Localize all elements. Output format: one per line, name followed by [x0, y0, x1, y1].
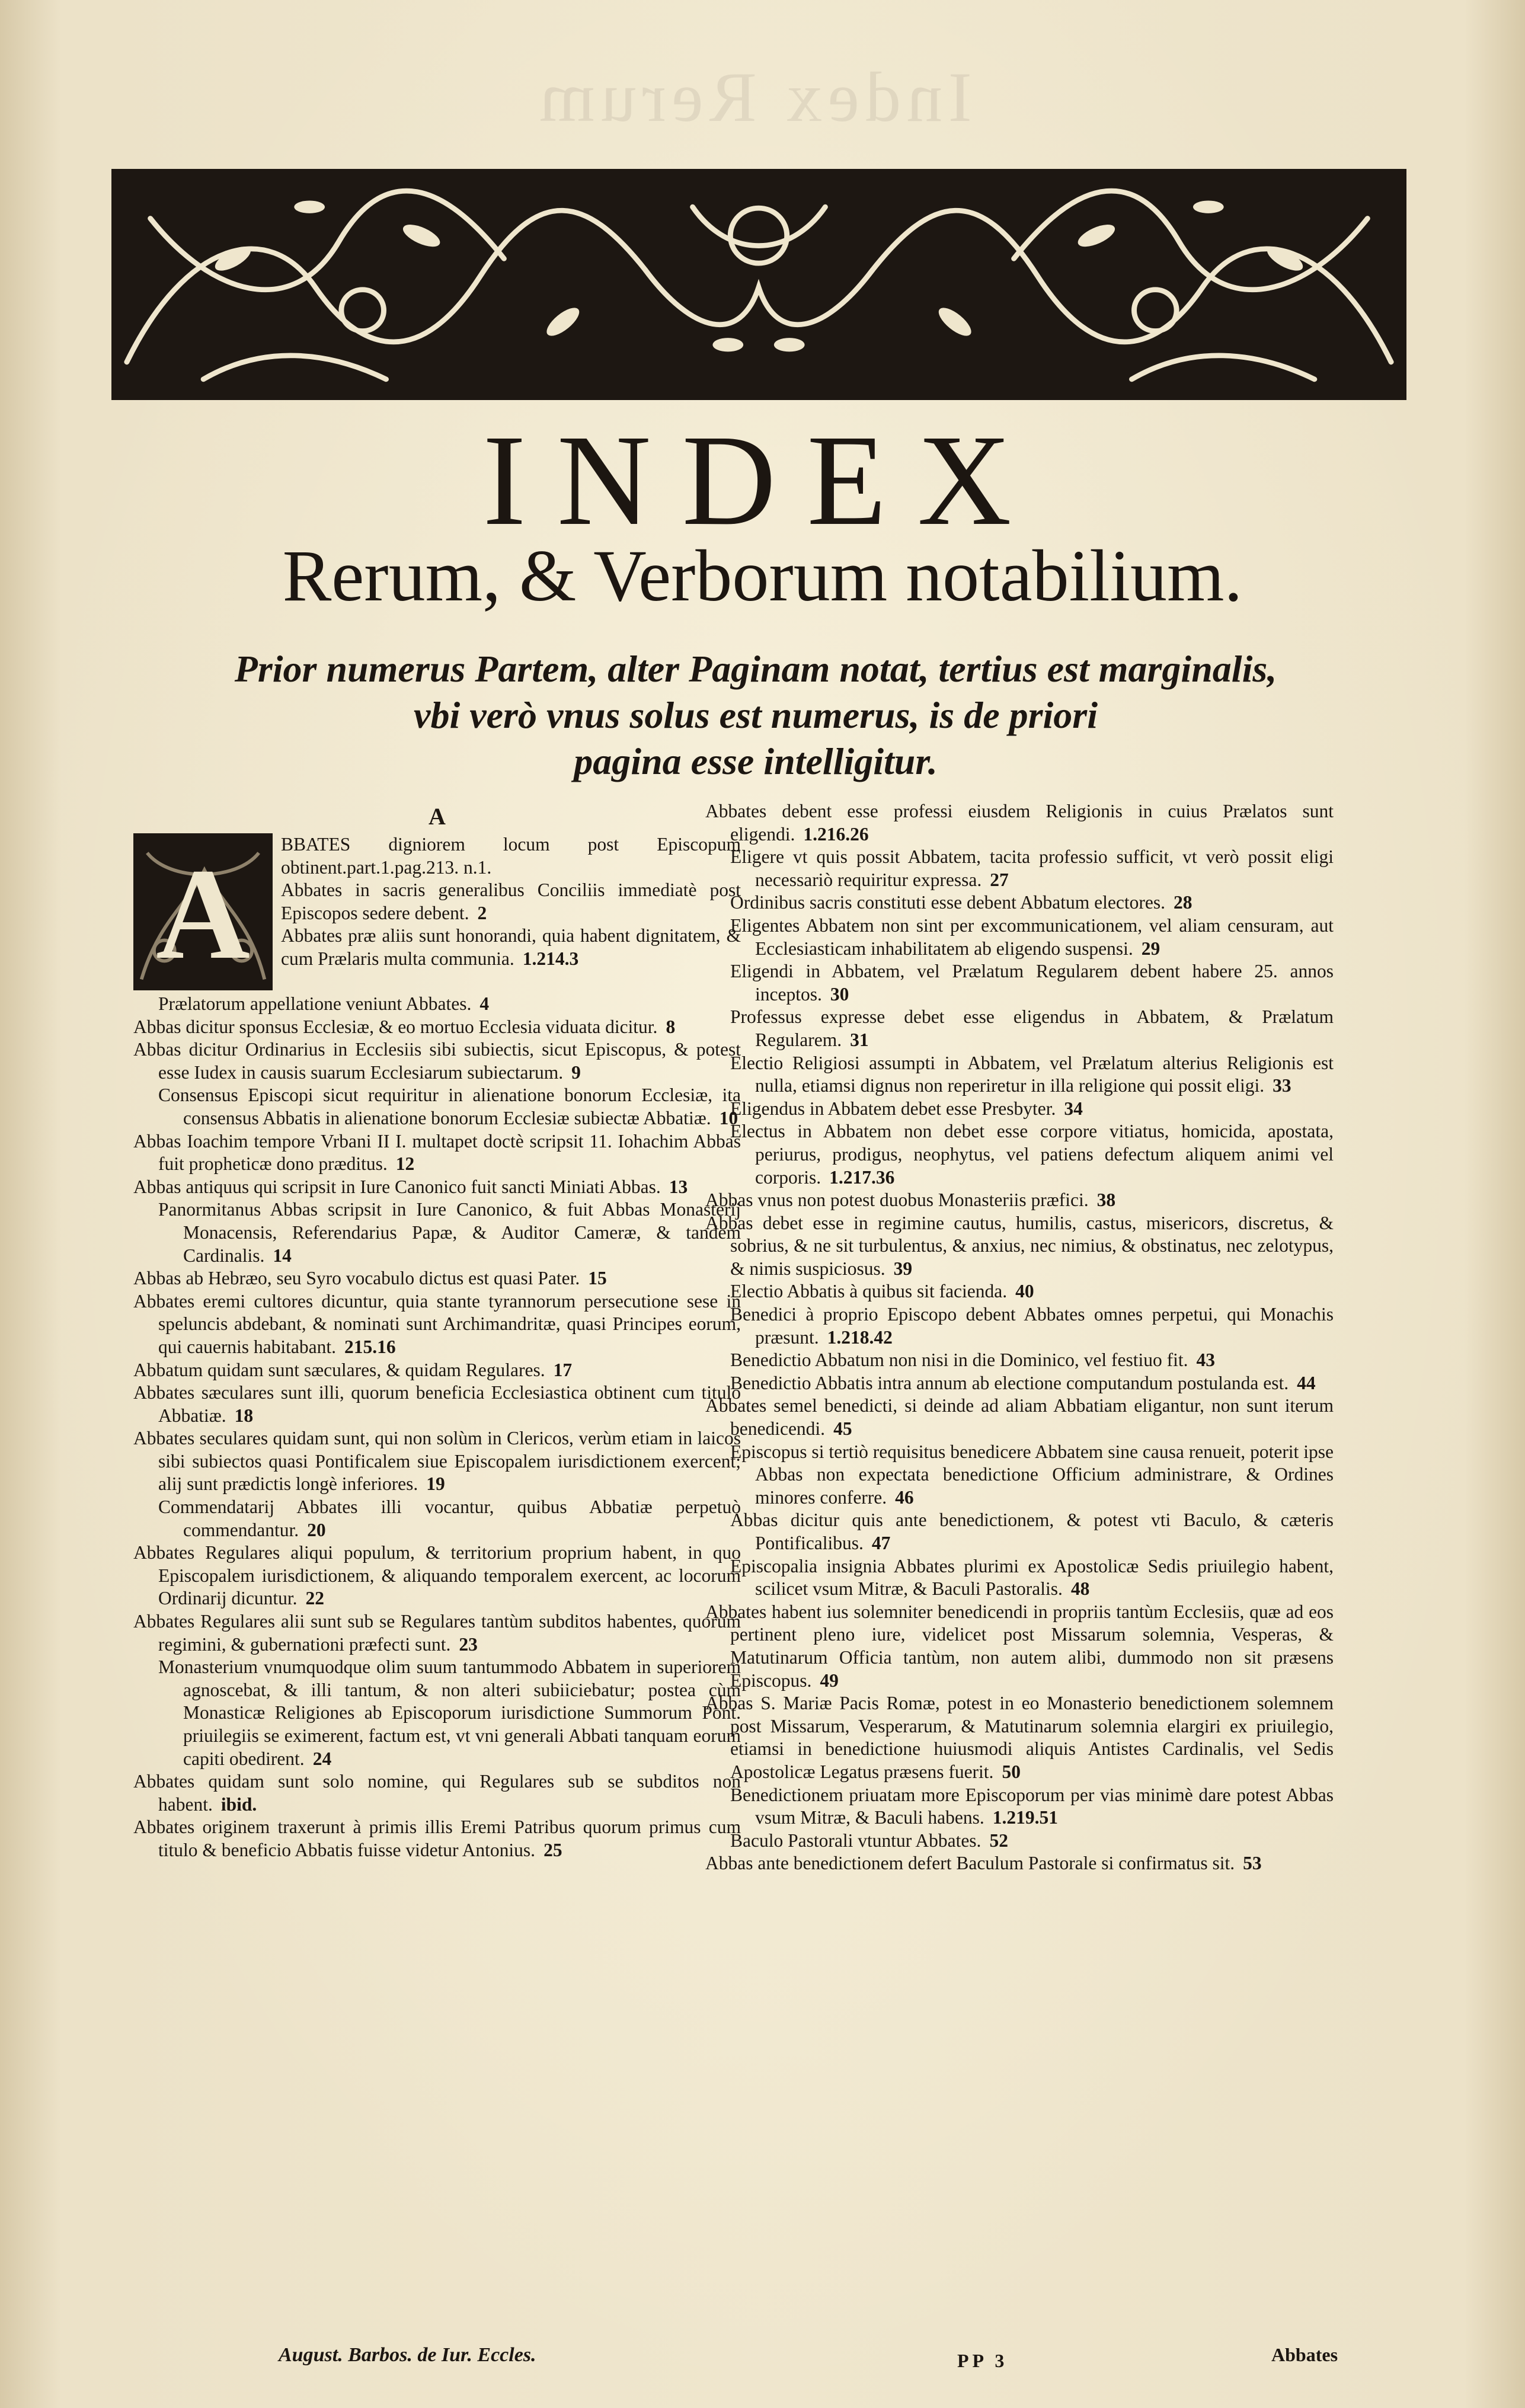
entry-text: Eligendus in Abbatem debet esse Presbyter.: [730, 1098, 1056, 1119]
left-column: [133, 800, 741, 1862]
index-entry: [705, 1006, 1334, 1051]
index-entry: [133, 1610, 741, 1656]
index-entry: [133, 1427, 741, 1496]
entry-text: Abbates quidam sunt solo nomine, qui Regulares sub se subditos non habent.: [133, 1771, 741, 1815]
index-entry: [705, 1852, 1334, 1875]
index-entry: [705, 1212, 1334, 1281]
index-title: INDEX: [482, 408, 1043, 552]
entry-text: Benedictio Abbatis intra annum ab electione computandum postulanda est.: [730, 1372, 1289, 1393]
index-entry: [133, 1542, 741, 1610]
catchword: Abbates: [1271, 2344, 1338, 2365]
entry-reference: 52: [989, 1830, 1008, 1851]
entry-text: Abbates eremi cultores dicuntur, quia stante tyrannorum persecutione sese in speluncis abdebant, & nominati sunt Archimandritæ, quasi Principes eorum, qui cauernis habitabant.: [133, 1290, 741, 1357]
entry-reference: 15: [588, 1268, 607, 1289]
index-entry: [705, 1692, 1334, 1783]
index-entry: [705, 800, 1334, 846]
entry-text: Abbates debent esse professi eiusdem Religionis in cuius Prælatos sunt eligendi.: [705, 801, 1334, 845]
index-entry: [705, 1784, 1334, 1830]
index-entry: [133, 1130, 741, 1176]
entry-text: Electio Religiosi assumpti in Abbatem, vel Prælatum alterius Religionis est nulla, etiamsi dignus non reperiretur in illa religione qui possit eligi.: [730, 1052, 1334, 1096]
entry-reference: 4: [479, 993, 490, 1014]
entry-reference: 1.217.36: [829, 1166, 895, 1188]
entry-text: Baculo Pastorali vtuntur Abbates.: [730, 1830, 982, 1851]
footnote: August. Barbos. de Iur. Eccles.: [279, 2344, 536, 2366]
entry-text: Abbatum quidam sunt sæculares, & quidam Regulares.: [133, 1359, 545, 1380]
index-entry: [133, 1290, 741, 1359]
right-column: [705, 800, 1334, 1875]
index-entry: [705, 1189, 1334, 1212]
index-entry: [705, 1120, 1334, 1189]
index-entry: [705, 1280, 1334, 1303]
entry-reference: 24: [312, 1748, 332, 1769]
intro-block: [133, 833, 741, 993]
index-entry: [705, 1372, 1334, 1395]
index-entry: [705, 1395, 1334, 1440]
entry-reference: 23: [459, 1633, 478, 1655]
index-entry: [705, 914, 1334, 960]
entry-reference: 43: [1196, 1349, 1216, 1371]
entry-reference: 33: [1273, 1075, 1291, 1096]
index-entry: [133, 1816, 741, 1862]
entry-text: Abbas antiquus qui scripsit in Iure Canonico fuit sancti Miniati Abbas.: [133, 1176, 661, 1197]
entry-reference: 2: [477, 902, 487, 923]
signature-mark: PP 3: [957, 2350, 1008, 2371]
entry-text: Abbas ab Hebræo, seu Syro vocabulo dictus est quasi Pater.: [133, 1268, 580, 1289]
right-entry-list: [705, 800, 1334, 1875]
entry-reference: 44: [1297, 1372, 1316, 1393]
entry-text: BBATES digniorem locum post Episcopum obtinent.part.1.pag.213. n.1.: [281, 834, 741, 878]
index-entry: [705, 1830, 1334, 1853]
entry-reference: 1.219.51: [992, 1807, 1058, 1828]
entry-text: Monasterium vnumquodque olim suum tantummodo Abbatem in superiorem agnoscebat, & illi tantum, & non alteri subiiciebatur; postea cùm Monasticæ Religiones ab Episcoporum iurisdictione Summorum Pont. priuilegiis se eximerent, factum est, vt vni generali Abbati tanquam eorum capiti obedirent.: [158, 1657, 741, 1769]
dropcap-letter: A: [156, 842, 250, 986]
index-entry: [133, 1656, 741, 1770]
index-entry: [133, 993, 741, 1016]
entry-text: Abbas ante benedictionem defert Baculum Pastorale si confirmatus sit.: [705, 1853, 1235, 1874]
index-entry: [705, 1601, 1334, 1692]
entry-reference: 30: [830, 983, 849, 1005]
usage-note: [178, 646, 1334, 785]
index-entry: [705, 960, 1334, 1006]
entry-reference: 31: [850, 1029, 869, 1050]
index-entry: [133, 1359, 741, 1382]
entry-reference: 10: [719, 1107, 738, 1128]
usage-note-line: Prior numerus Partem, alter Paginam notat, tertius est marginalis,: [234, 648, 1277, 690]
left-entry-list: [133, 993, 741, 1862]
index-entry: [705, 1098, 1334, 1121]
entry-text: Abbates in sacris generalibus Conciliis immediatè post Episcopos sedere debent.: [281, 880, 741, 923]
entry-reference: 17: [553, 1359, 573, 1380]
entry-text: Electus in Abbatem non debet esse corpore vitiatus, homicida, apostata, periurus, prodigus, neophytus, vel patiens defectum aliquem animi vel corporis.: [730, 1121, 1334, 1188]
entry-reference: 13: [669, 1176, 688, 1197]
show-through-text: Index Rerum: [533, 57, 972, 136]
entry-text: Professus expresse debet esse eligendus in Abbatem, & Prælatum Regularem.: [730, 1006, 1334, 1050]
entry-reference: 20: [307, 1519, 326, 1540]
entry-text: Eligendi in Abbatem, vel Prælatum Regularem debent habere 25. annos inceptos.: [730, 961, 1334, 1005]
entry-text: Abbates originem traxerunt à primis illis Eremi Patribus quorum primus cum titulo & beneficio Abbatis fuisse videtur Antonius.: [133, 1817, 741, 1860]
entry-text: Prælatorum appellatione veniunt Abbates.: [158, 993, 472, 1014]
index-entry: [133, 1084, 741, 1130]
ornament-initial-icon: [133, 833, 273, 990]
entry-reference: 27: [990, 869, 1009, 890]
index-entry: [705, 1441, 1334, 1510]
entry-reference: 29: [1141, 938, 1160, 959]
entry-text: Abbates Regulares aliqui populum, & territorium proprium habent, in quo Episcopalem iurisdictionem, & aliquando temporalem exercent, ac locorum Ordinarij dicuntur.: [133, 1542, 741, 1609]
entry-text: Ordinibus sacris constituti esse debent Abbatum electores.: [730, 892, 1165, 913]
woodcut-headpiece-icon: [111, 169, 1406, 400]
entry-reference: 14: [273, 1245, 292, 1266]
entry-text: Consensus Episcopi sicut requiritur in alienatione bonorum Ecclesiæ, ita consensus Abbatis in alienatione bonorum Ecclesiæ subiectæ Abbatiæ.: [158, 1085, 741, 1128]
usage-note-line: pagina esse intelligitur.: [574, 740, 938, 782]
entry-reference: 53: [1243, 1853, 1262, 1874]
index-entry: [133, 1496, 741, 1542]
index-entry: [133, 1382, 741, 1427]
index-entry: [133, 1176, 741, 1199]
index-entry: [133, 1016, 741, 1039]
entry-reference: 9: [571, 1061, 581, 1083]
entry-text: Abbates habent ius solemniter benedicendi in propriis tantùm Ecclesiis, quæ ad eos pertinent pleno iure, videlicet post Missarum solemnia, Vesperas, & Matutinarum Officia tantùm, non autem alibi, dummodo non sit præsens Episcopus.: [705, 1601, 1334, 1691]
section-letter: A: [429, 803, 446, 830]
entry-text: Benedici à proprio Episcopo debent Abbates omnes perpetui, qui Monachis præsunt.: [730, 1304, 1334, 1348]
index-entry: [133, 1198, 741, 1267]
entry-reference: 18: [234, 1405, 254, 1426]
entry-reference: 12: [395, 1153, 415, 1175]
entry-text: Abbas dicitur quis ante benedictionem, & potest vti Baculo, & cæteris Pontificalibus.: [730, 1510, 1334, 1553]
entry-reference: 39: [893, 1258, 913, 1279]
entry-reference: 50: [1002, 1761, 1021, 1782]
entry-reference: 28: [1173, 892, 1192, 913]
entry-reference: 25: [543, 1839, 562, 1860]
entry-reference: 8: [666, 1016, 676, 1037]
entry-text: Abbates semel benedicti, si deinde ad aliam Abbatiam eligantur, non sunt iterum benedicendi.: [705, 1395, 1334, 1440]
index-subtitle: Rerum, & Verborum notabilium.: [282, 535, 1243, 616]
entry-text: Abbates seculares quidam sunt, qui non solùm in Clericos, verùm etiam in laicos sibi subiectos quasi Pontificalem siue Episcopalem iurisdictionem exercent; alij sunt prædictis longè inferiores.: [133, 1428, 741, 1495]
entry-reference: 34: [1064, 1098, 1083, 1119]
entry-reference: 48: [1070, 1578, 1090, 1600]
index-entry: [705, 1303, 1334, 1349]
index-entry: [133, 1770, 741, 1816]
entry-reference: 1.216.26: [803, 823, 869, 845]
entry-reference: ibid.: [220, 1793, 257, 1815]
index-entry: [705, 1509, 1334, 1555]
index-entry: [705, 891, 1334, 914]
entry-text: Commendatarij Abbates illi vocantur, quibus Abbatiæ perpetuò commendantur.: [158, 1496, 741, 1540]
entry-text: Episcopalia insignia Abbates plurimi ex Apostolicæ Sedis priuilegio habent, scilicet vsum Mitræ, & Baculi Pastoralis.: [730, 1555, 1334, 1600]
entry-text: Abbas vnus non potest duobus Monasteriis præfici.: [705, 1189, 1089, 1211]
usage-note-line: vbi verò vnus solus est numerus, is de priori: [414, 694, 1098, 736]
entry-text: Abbas dicitur Ordinarius in Ecclesiis sibi subiectis, sicut Episcopus, & potest esse Iudex in causis suarum Ecclesiarum subiectarum.: [133, 1039, 741, 1083]
entry-text: Eligentes Abbatem non sint per excommunicationem, vel aliam censuram, aut Ecclesiasticam inhabilitatem ab eligendo suspensi.: [730, 914, 1334, 959]
entry-text: Abbates Regulares alii sunt sub se Regulares tantùm subditos habentes, quorum regimini, & gubernationi præfecti sunt.: [133, 1611, 741, 1655]
index-entry: [705, 1349, 1334, 1372]
entry-text: Abbates præ aliis sunt honorandi, quia habent dignitatem, & cum Prælaris multa communia.: [281, 925, 741, 969]
entry-reference: 215.16: [344, 1336, 396, 1357]
entry-reference: 38: [1096, 1189, 1116, 1211]
entry-text: Benedictionem priuatam more Episcoporum per vias minimè dare potest Abbas vsum Mitræ, & Baculi habens.: [730, 1784, 1334, 1828]
entry-reference: 19: [426, 1473, 445, 1495]
entry-text: Abbas dicitur sponsus Ecclesiæ, & eo mortuo Ecclesia viduata dicitur.: [133, 1016, 658, 1037]
index-entry: [705, 846, 1334, 891]
entry-text: Electio Abbatis à quibus sit facienda.: [730, 1281, 1008, 1302]
entry-reference: 22: [305, 1588, 324, 1609]
entry-text: Abbas S. Mariæ Pacis Romæ, potest in eo Monasterio benedictionem solemnem post Missarum, Vesperarum, & Matutinarum solemnia elargiri ex priuilegio, etiamsi in benedictione huiusmodi aliquis Antistes Cardinalis, vel Sedis Apostolicæ Legatus præsens fuerit.: [705, 1693, 1334, 1782]
entry-text: Episcopus si tertiò requisitus benedicere Abbatem sine causa renueit, poterit ipse Abbas non expectata benedictione Officium administrare, & Ordines minores conferre.: [730, 1441, 1334, 1508]
index-entry: [705, 1052, 1334, 1098]
entry-reference: 40: [1015, 1281, 1034, 1302]
entry-reference: 47: [871, 1533, 891, 1553]
entry-text: Panormitanus Abbas scripsit in Iure Canonico, & fuit Abbas Monasterij Monacensis, Referendarius Papæ, & Auditor Cameræ, & tandem Cardinalis.: [158, 1199, 741, 1266]
entry-text: Abbas Ioachim tempore Vrbani II I. multapet doctè scripsit 11. Iohachim Abbas fuit propheticæ dono præditus.: [133, 1130, 741, 1175]
entry-reference: 46: [895, 1486, 914, 1508]
entry-text: Abbas debet esse in regimine cautus, humilis, castus, misericors, discretus, & sobrius, & ne sit turbulentus, & anxius, nec nimius, & obstinatus, nec zelotypus, & nimis suspiciosus.: [705, 1212, 1334, 1279]
index-entry: [133, 1267, 741, 1290]
entry-reference: 49: [820, 1670, 839, 1691]
index-entry: [705, 1555, 1334, 1601]
entry-reference: 45: [833, 1418, 852, 1440]
index-entry: [133, 1038, 741, 1084]
entry-reference: 1.218.42: [827, 1326, 893, 1348]
entry-text: Benedictio Abbatum non nisi in die Dominico, vel festiuo fit.: [730, 1349, 1188, 1371]
entry-text: Eligere vt quis possit Abbatem, tacita professio sufficit, vt verò possit eligi necessariò requiritur expressa.: [730, 846, 1334, 890]
entry-text: Abbates sæculares sunt illi, quorum beneficia Ecclesiastica obtinent cum titulo Abbatiæ.: [133, 1382, 741, 1426]
entry-reference: 1.214.3: [522, 948, 579, 969]
